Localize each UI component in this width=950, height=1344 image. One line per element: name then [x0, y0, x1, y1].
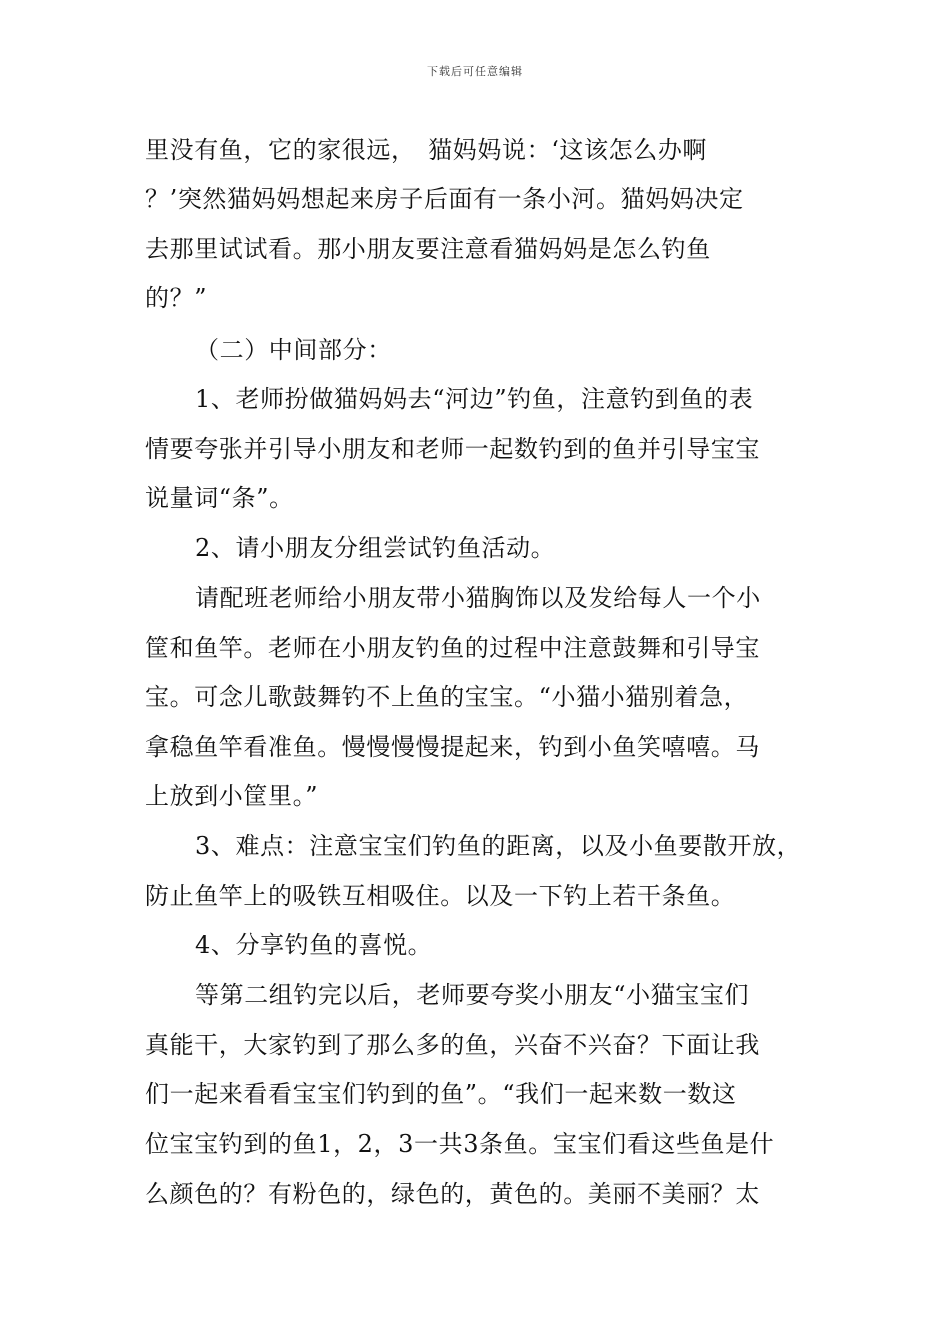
text-line: 上放到小筐里。” [145, 782, 319, 810]
text-line: 真能干，大家钓到了那么多的鱼，兴奋不兴奋？下面让我 [145, 1031, 760, 1059]
text-line: 里没有鱼，它的家很远， 猫妈妈说：‘这该怎么办啊 [145, 136, 708, 164]
text-line: 4、分享钓鱼的喜悦。 [195, 931, 433, 959]
text-line: 请配班老师给小朋友带小猫胸饰以及发给每人一个小 [195, 584, 761, 612]
text-line: 么颜色的？有粉色的，绿色的，黄色的。美丽不美丽？太 [145, 1180, 760, 1208]
section-heading: （二）中间部分： [195, 336, 392, 364]
text-line: 宝。可念儿歌鼓舞钓不上鱼的宝宝。“小猫小猫别着急， [145, 683, 749, 711]
page-header: 下载后可任意编辑 [427, 65, 523, 78]
text-line: 位宝宝钓到的鱼1，2，3一共3条鱼。宝宝们看这些鱼是什 [145, 1130, 775, 1158]
text-line: 拿稳鱼竿看准鱼。慢慢慢慢提起来，钓到小鱼笑嘻嘻。马 [145, 733, 760, 761]
text-line: ？’突然猫妈妈想起来房子后面有一条小河。猫妈妈决定 [145, 185, 744, 213]
text-line: 1、老师扮做猫妈妈去“河边”钓鱼，注意钓到鱼的表 [195, 385, 754, 413]
text-line: 去那里试试看。那小朋友要注意看猫妈妈是怎么钓鱼 [145, 235, 711, 263]
text-line: 的？” [145, 284, 208, 312]
text-line: 筐和鱼竿。老师在小朋友钓鱼的过程中注意鼓舞和引导宝 [145, 634, 760, 662]
text-line: 2、请小朋友分组尝试钓鱼活动。 [195, 534, 556, 562]
text-line: 情要夸张并引导小朋友和老师一起数钓到的鱼并引导宝宝 [145, 435, 760, 463]
text-line: 3、难点：注意宝宝们钓鱼的距离，以及小鱼要散开放， [195, 832, 802, 860]
text-line: 防止鱼竿上的吸铁互相吸住。以及一下钓上若干条鱼。 [145, 882, 736, 910]
text-line: 等第二组钓完以后，老师要夸奖小朋友“小猫宝宝们 [195, 981, 750, 1009]
text-line: 们一起来看看宝宝们钓到的鱼”。“我们一起来数一数这 [145, 1080, 737, 1108]
text-line: 说量词“条”。 [145, 484, 294, 512]
